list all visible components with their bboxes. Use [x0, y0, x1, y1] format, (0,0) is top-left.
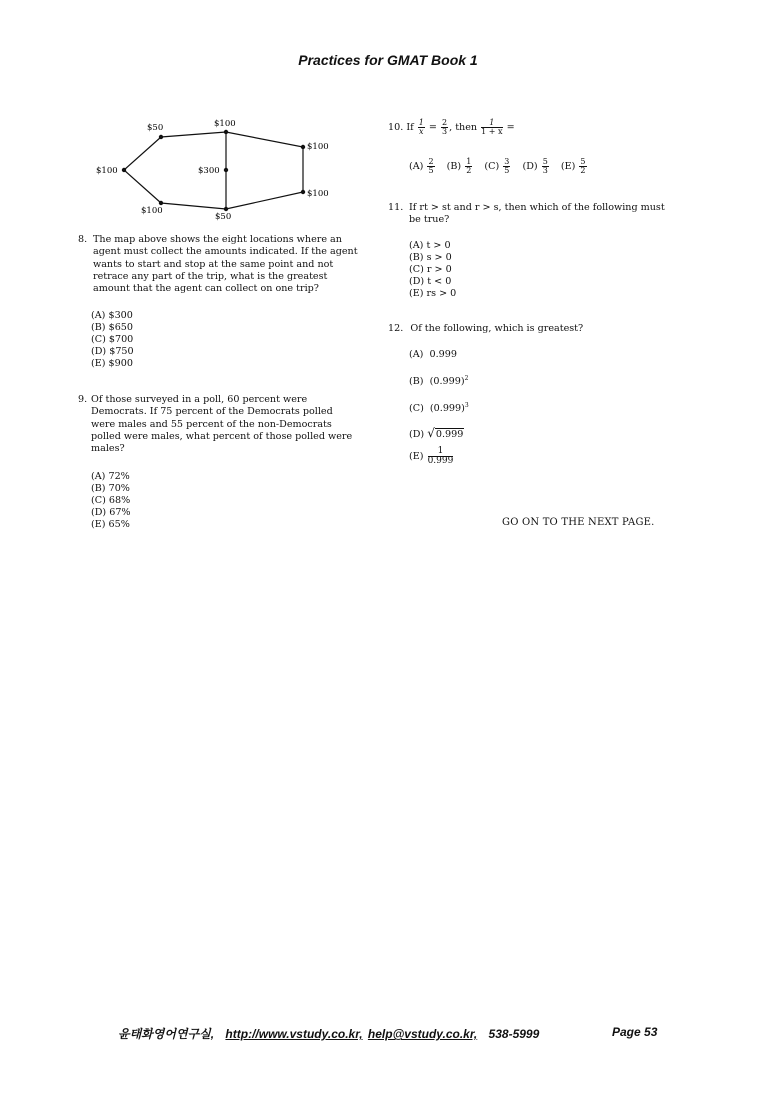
map-label-top-left: $50 — [147, 123, 164, 133]
map-label-top: $100 — [214, 119, 236, 129]
q8-option-e[interactable]: (E) $900 — [91, 358, 133, 370]
q10-then: , then — [449, 122, 478, 133]
question-9-options — [91, 471, 131, 531]
q8-option-a[interactable]: (A) $300 — [91, 310, 133, 321]
footer-phone: 538-5999 — [488, 1027, 540, 1041]
q8-option-c[interactable]: (C) $700 — [91, 334, 134, 346]
question-11 — [388, 202, 673, 227]
question-10-options — [409, 158, 588, 175]
square-root-symbol: √0.999 — [427, 426, 464, 440]
question-9-number: 9. — [78, 394, 88, 405]
q10-option-d[interactable]: (D) $\frac{5}{3}$ — [522, 157, 548, 175]
question-8 — [78, 234, 358, 295]
question-8-text: The map above shows the eight locations where an agent must collect the amounts indicated. If the agent wants to start and stop at the same point and not retrace any part of the trip, what is the greatest amount that the agent can collect on one trip? — [93, 234, 358, 295]
q10-if: If — [406, 122, 414, 133]
q12-option-b[interactable]: (B) $(0.999)^2$ — [409, 375, 469, 388]
q10-equals-2: = — [506, 122, 515, 133]
q10-option-e[interactable]: (E) $\frac{5}{2}$ — [560, 157, 586, 175]
q12-option-e[interactable]: (E) $\frac{1}{0.999}$ — [409, 446, 454, 466]
map-label-right-bottom: $100 — [307, 189, 329, 199]
question-11-text: If rt > st and r > s, then which of the following must be true? — [409, 202, 665, 226]
q10-option-a[interactable]: (A) $\frac{2}{5}$ — [409, 157, 434, 175]
map-label-left: $100 — [96, 166, 118, 176]
q11-option-d[interactable]: (D) t < 0 — [409, 276, 452, 288]
question-9-text: Of those surveyed in a poll, 60 percent were Democrats. If 75 percent of the Democrats polled were males and 55 percent of the non-Democrats polled were males, what percent of those polled were males? — [91, 394, 353, 455]
page-header-title: Practices for GMAT Book 1 — [298, 52, 478, 68]
q12-option-a[interactable]: (A) 0.999 — [409, 349, 457, 360]
q10-option-b[interactable]: (B) $\frac{1}{2}$ — [446, 157, 472, 175]
footer-korean-name: 윤태화영어연구실, — [118, 1027, 215, 1041]
question-11-options — [409, 240, 456, 300]
q8-option-b[interactable]: (B) $650 — [91, 322, 134, 334]
question-12 — [388, 323, 583, 335]
question-10-number: 10. — [388, 122, 404, 133]
question-8-options — [91, 310, 134, 370]
question-9 — [78, 394, 358, 455]
go-on-next-page: GO ON TO THE NEXT PAGE. — [502, 517, 655, 528]
page-footer — [118, 1025, 539, 1042]
q9-option-b[interactable]: (B) 70% — [91, 483, 130, 495]
q11-option-e[interactable]: (E) rs > 0 — [409, 288, 457, 300]
map-label-center: $300 — [198, 166, 220, 176]
footer-email-link[interactable]: help@vstudy.co.kr, — [367, 1027, 478, 1041]
map-label-bottom-left: $100 — [141, 206, 163, 216]
q11-option-b[interactable]: (B) s > 0 — [409, 252, 452, 264]
collection-map-diagram — [90, 112, 350, 227]
q9-option-d[interactable]: (D) 67% — [91, 507, 131, 519]
q8-option-d[interactable]: (D) $750 — [91, 346, 134, 358]
q10-option-c[interactable]: (C) $\frac{3}{5}$ — [484, 157, 510, 175]
question-8-number: 8. — [78, 234, 88, 245]
footer-url-link[interactable]: http://www.vstudy.co.kr, — [225, 1027, 363, 1041]
q9-option-a[interactable]: (A) 72% — [91, 471, 130, 482]
question-12-text: Of the following, which is greatest? — [410, 323, 584, 334]
q12-option-c[interactable]: (C) $(0.999)^3$ — [409, 402, 469, 415]
q11-option-c[interactable]: (C) r > 0 — [409, 264, 452, 276]
question-11-number: 11. — [388, 202, 404, 213]
page-number: Page 53 — [612, 1025, 658, 1039]
map-label-bottom: $50 — [215, 212, 232, 222]
q10-fraction-1-over-1-plus-x: $\frac{1}{1 + x}$ — [481, 118, 503, 136]
q10-equals: = — [428, 122, 437, 133]
question-12-number: 12. — [388, 323, 404, 334]
q12-option-d[interactable]: (D) √0.999 — [409, 426, 464, 440]
question-10 — [388, 119, 515, 136]
q9-option-c[interactable]: (C) 68% — [91, 495, 131, 507]
q11-option-a[interactable]: (A) t > 0 — [409, 240, 451, 251]
q10-fraction-2-over-3: $\frac{2}{3}$ — [442, 118, 448, 136]
q10-fraction-1-over-x: $\frac{1}{x}$ — [418, 118, 424, 136]
map-label-right-top: $100 — [307, 142, 329, 152]
q9-option-e[interactable]: (E) 65% — [91, 519, 130, 531]
